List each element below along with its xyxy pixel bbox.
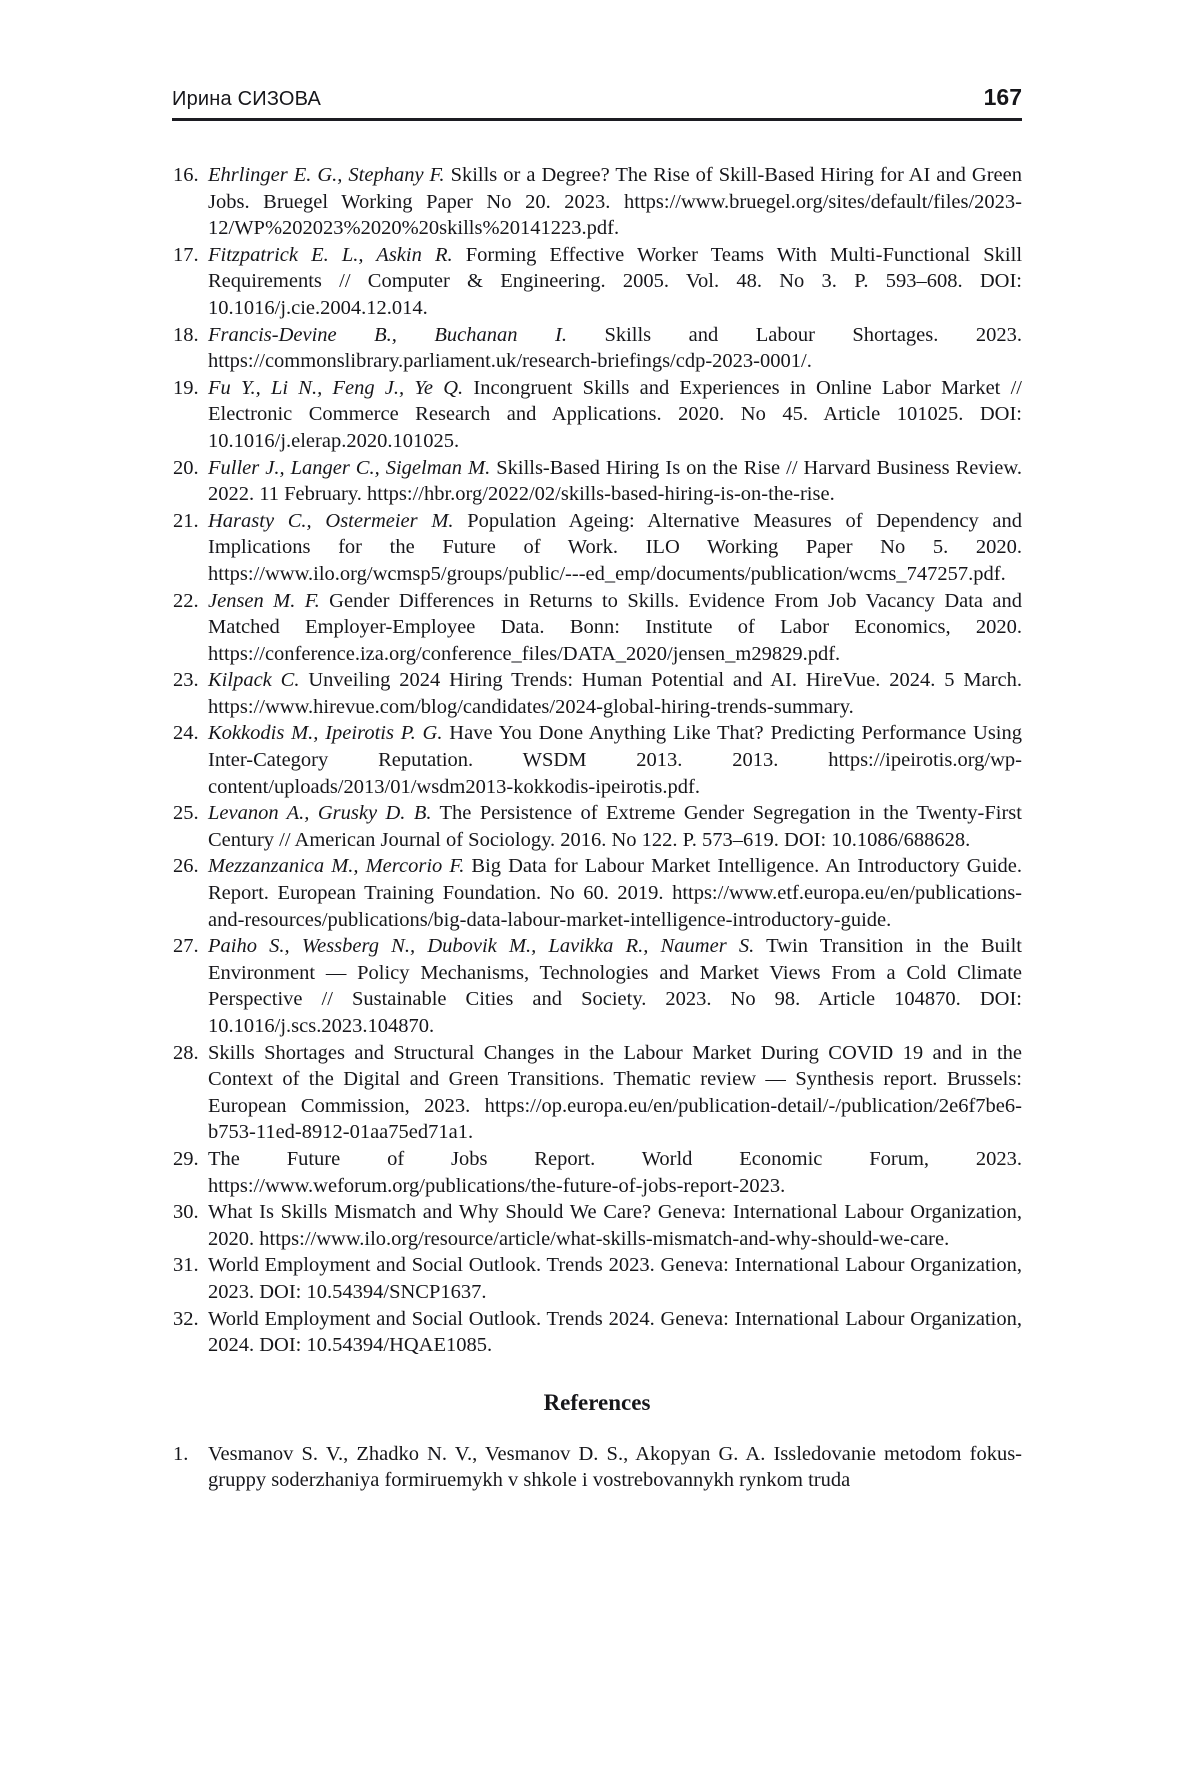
reference-item <box>172 242 1022 322</box>
reference-entry-text <box>208 1308 1022 1357</box>
reference-item <box>172 720 1022 800</box>
reference-item <box>172 455 1022 508</box>
running-header <box>172 84 1022 121</box>
reference-entry-text <box>208 935 1022 1037</box>
reference-citation: Skills and Labour Shortages. 2023. https://commonslibrary.parliament.uk/research-briefings/cdp-2023-0001/. <box>208 323 1022 373</box>
reference-citation: Incongruent Skills and Experiences in Online Labor Market // Electronic Commerce Research and Applications. 2020. No 45. Article 101025. DOI: 10.1016/j.elerap.2020.101025. <box>208 376 1022 452</box>
reference-entry-text <box>208 324 1022 373</box>
reference-number: 28. <box>173 1041 199 1064</box>
reference-authors: Francis-Devine B., Buchanan I. <box>208 323 567 346</box>
references-list <box>172 1441 1022 1494</box>
reference-authors: Levanon A., Grusky D. B. <box>208 802 432 825</box>
reference-item <box>172 1040 1022 1146</box>
reference-item <box>172 1252 1022 1305</box>
reference-number: 18. <box>173 323 199 346</box>
reference-item <box>172 375 1022 455</box>
reference-entry-text <box>208 1254 1022 1303</box>
reference-citation: Skills Shortages and Structural Changes in the Labour Market During COVID 19 and in the Context of the Digital and Green Transitions. Thematic review — Synthesis report. Brussels: European Commission, 2023. https://op.europa.eu/en/publication-detail/-/publication/2e6f7be6-b753-11ed-8912-01aa75ed71a1. <box>208 1041 1022 1144</box>
reference-entry-text <box>208 722 1022 797</box>
reference-number: 24. <box>173 722 199 745</box>
reference-item <box>172 667 1022 720</box>
reference-citation: World Employment and Social Outlook. Trends 2023. Geneva: International Labour Organization, 2023. DOI: 10.54394/SNCP1637. <box>208 1254 1022 1303</box>
reference-entry-text <box>208 590 1022 665</box>
reference-number: 31. <box>173 1254 199 1277</box>
reference-number: 25. <box>173 802 199 825</box>
reference-item <box>172 162 1022 242</box>
reference-citation: Vesmanov S. V., Zhadko N. V., Vesmanov D. S., Akopyan G. A. Issledovanie metodom fokus-gruppy soderzhaniya formiruemykh v shkole i vostrebovannykh rynkom truda <box>208 1442 1022 1492</box>
reference-citation: Have You Done Anything Like That? Predicting Performance Using Inter-Category Reputation. WSDM 2013. 2013. https://ipeirotis.org/wp-content/uploads/2013/01/wsdm2013-kokkodis-ipeirotis.pdf. <box>208 722 1023 798</box>
reference-authors: Fu Y., Li N., Feng J., Ye Q. <box>208 376 464 399</box>
reference-citation: Skills or a Degree? The Rise of Skill-Based Hiring for AI and Green Jobs. Bruegel Working Paper No 20. 2023. https://www.bruegel.org/sites/default/files/2023-12/WP%202023%2020%20skills%20141223.pdf. <box>208 164 1022 240</box>
reference-citation: Population Ageing: Alternative Measures of Dependency and Implications for the Future of Work. ILO Working Paper No 5. 2020. https://www.ilo.org/wcmsp5/groups/public/---ed_emp/documents/publication/wcms_747257.pdf. <box>208 509 1022 585</box>
reference-citation: Big Data for Labour Market Intelligence. An Introductory Guide. Report. European Training Foundation. No 60. 2019. https://www.etf.europa.eu/en/publications-and-resources/publications/big-data-labour-market-intelligence-introductory-guide. <box>208 855 1022 931</box>
references-heading: References <box>543 1389 651 1415</box>
reference-number: 23. <box>173 669 199 692</box>
reference-entry-text <box>208 669 1022 718</box>
reference-authors: Fitzpatrick E. L., Askin R. <box>208 243 453 266</box>
reference-number: 20. <box>173 456 199 479</box>
reference-entry-text <box>208 457 1022 506</box>
reference-authors: Kilpack C. <box>208 669 300 692</box>
reference-entry-text <box>208 1148 1022 1197</box>
reference-citation: Forming Effective Worker Teams With Multi-Functional Skill Requirements // Computer & Engineering. 2005. Vol. 48. No 3. P. 593–608. DOI: 10.1016/j.cie.2004.12.014. <box>208 243 1023 319</box>
reference-item <box>172 508 1022 588</box>
reference-item <box>172 933 1022 1039</box>
reference-number: 30. <box>173 1201 199 1224</box>
reference-entry-text <box>208 1443 1022 1492</box>
reference-authors: Kokkodis M., Ipeirotis P. G. <box>208 722 443 745</box>
reference-item <box>172 1146 1022 1199</box>
reference-number: 21. <box>173 509 199 532</box>
reference-citation: Skills-Based Hiring Is on the Rise // Harvard Business Review. 2022. 11 February. https://hbr.org/2022/02/skills-based-hiring-is-on-the-rise. <box>208 456 1022 506</box>
reference-number: 32. <box>173 1307 199 1330</box>
reference-number: 27. <box>173 935 199 958</box>
reference-authors: Ehrlinger E. G., Stephany F. <box>208 164 445 186</box>
reference-number: 19. <box>173 376 199 399</box>
reference-number: 17. <box>173 243 199 266</box>
reference-number: 16. <box>173 164 199 186</box>
reference-number: 26. <box>173 855 199 878</box>
reference-citation: The Future of Jobs Report. World Economic Forum, 2023. https://www.weforum.org/publications/the-future-of-jobs-report-2023. <box>208 1147 1022 1197</box>
reference-authors: Fuller J., Langer C., Sigelman M. <box>208 456 491 479</box>
reference-entry-text <box>208 1042 1022 1144</box>
reference-authors: Jensen M. F. <box>208 589 320 612</box>
reference-authors: Harasty C., Ostermeier M. <box>208 509 454 532</box>
reference-number: 22. <box>173 589 199 612</box>
reference-citation: The Persistence of Extreme Gender Segregation in the Twenty-First Century // American Journal of Sociology. 2016. No 122. P. 573–619. DOI: 10.1086/688628. <box>208 802 1022 851</box>
reference-authors: Paiho S., Wessberg N., Dubovik M., Lavikka R., Naumer S. <box>208 935 755 958</box>
reference-entry-text <box>208 855 1022 930</box>
reference-citation: Gender Differences in Returns to Skills. Evidence From Job Vacancy Data and Matched Employer-Employee Data. Bonn: Institute of Labor Economics, 2020. https://conference.iza.org/conference_files/DATA_2020/jensen_m29829.pdf. <box>208 589 1023 665</box>
reference-item <box>172 1199 1022 1252</box>
reference-entry-text <box>208 377 1022 452</box>
reference-citation: Twin Transition in the Built Environment — Policy Mechanisms, Technologies and Market Views From a Cold Climate Perspective // Sustainable Cities and Society. 2023. No 98. Article 104870. DOI: 10.1016/j.scs.2023.104870. <box>208 935 1022 1037</box>
page-number: 167 <box>983 84 1022 110</box>
reference-citation: Unveiling 2024 Hiring Trends: Human Potential and AI. HireVue. 2024. 5 March. https://www.hirevue.com/blog/candidates/2024-global-hiring-trends-summary. <box>208 669 1023 718</box>
reference-number: 29. <box>173 1147 199 1170</box>
reference-entry-text <box>208 164 1022 239</box>
reference-authors: Mezzanzanica M., Mercorio F. <box>208 855 465 878</box>
reference-item <box>172 1441 1022 1494</box>
reference-entry-text <box>208 244 1022 319</box>
reference-entry-text <box>208 1201 1022 1250</box>
reference-entry-text <box>208 802 1022 851</box>
reference-item <box>172 1306 1022 1359</box>
reference-item <box>172 800 1022 853</box>
reference-item <box>172 853 1022 933</box>
reference-number: 1. <box>173 1442 189 1465</box>
reference-entry-text <box>208 510 1022 585</box>
running-header-author: Ирина СИЗОВА <box>172 88 322 110</box>
reference-citation: What Is Skills Mismatch and Why Should We Care? Geneva: International Labour Organization, 2020. https://www.ilo.org/resource/article/what-skills-mismatch-and-why-should-we-care. <box>208 1201 1022 1250</box>
reference-item <box>172 588 1022 668</box>
reference-citation: World Employment and Social Outlook. Trends 2024. Geneva: International Labour Organization, 2024. DOI: 10.54394/HQAE1085. <box>208 1307 1022 1357</box>
reference-item <box>172 322 1022 375</box>
bibliography-list <box>172 162 1022 1359</box>
